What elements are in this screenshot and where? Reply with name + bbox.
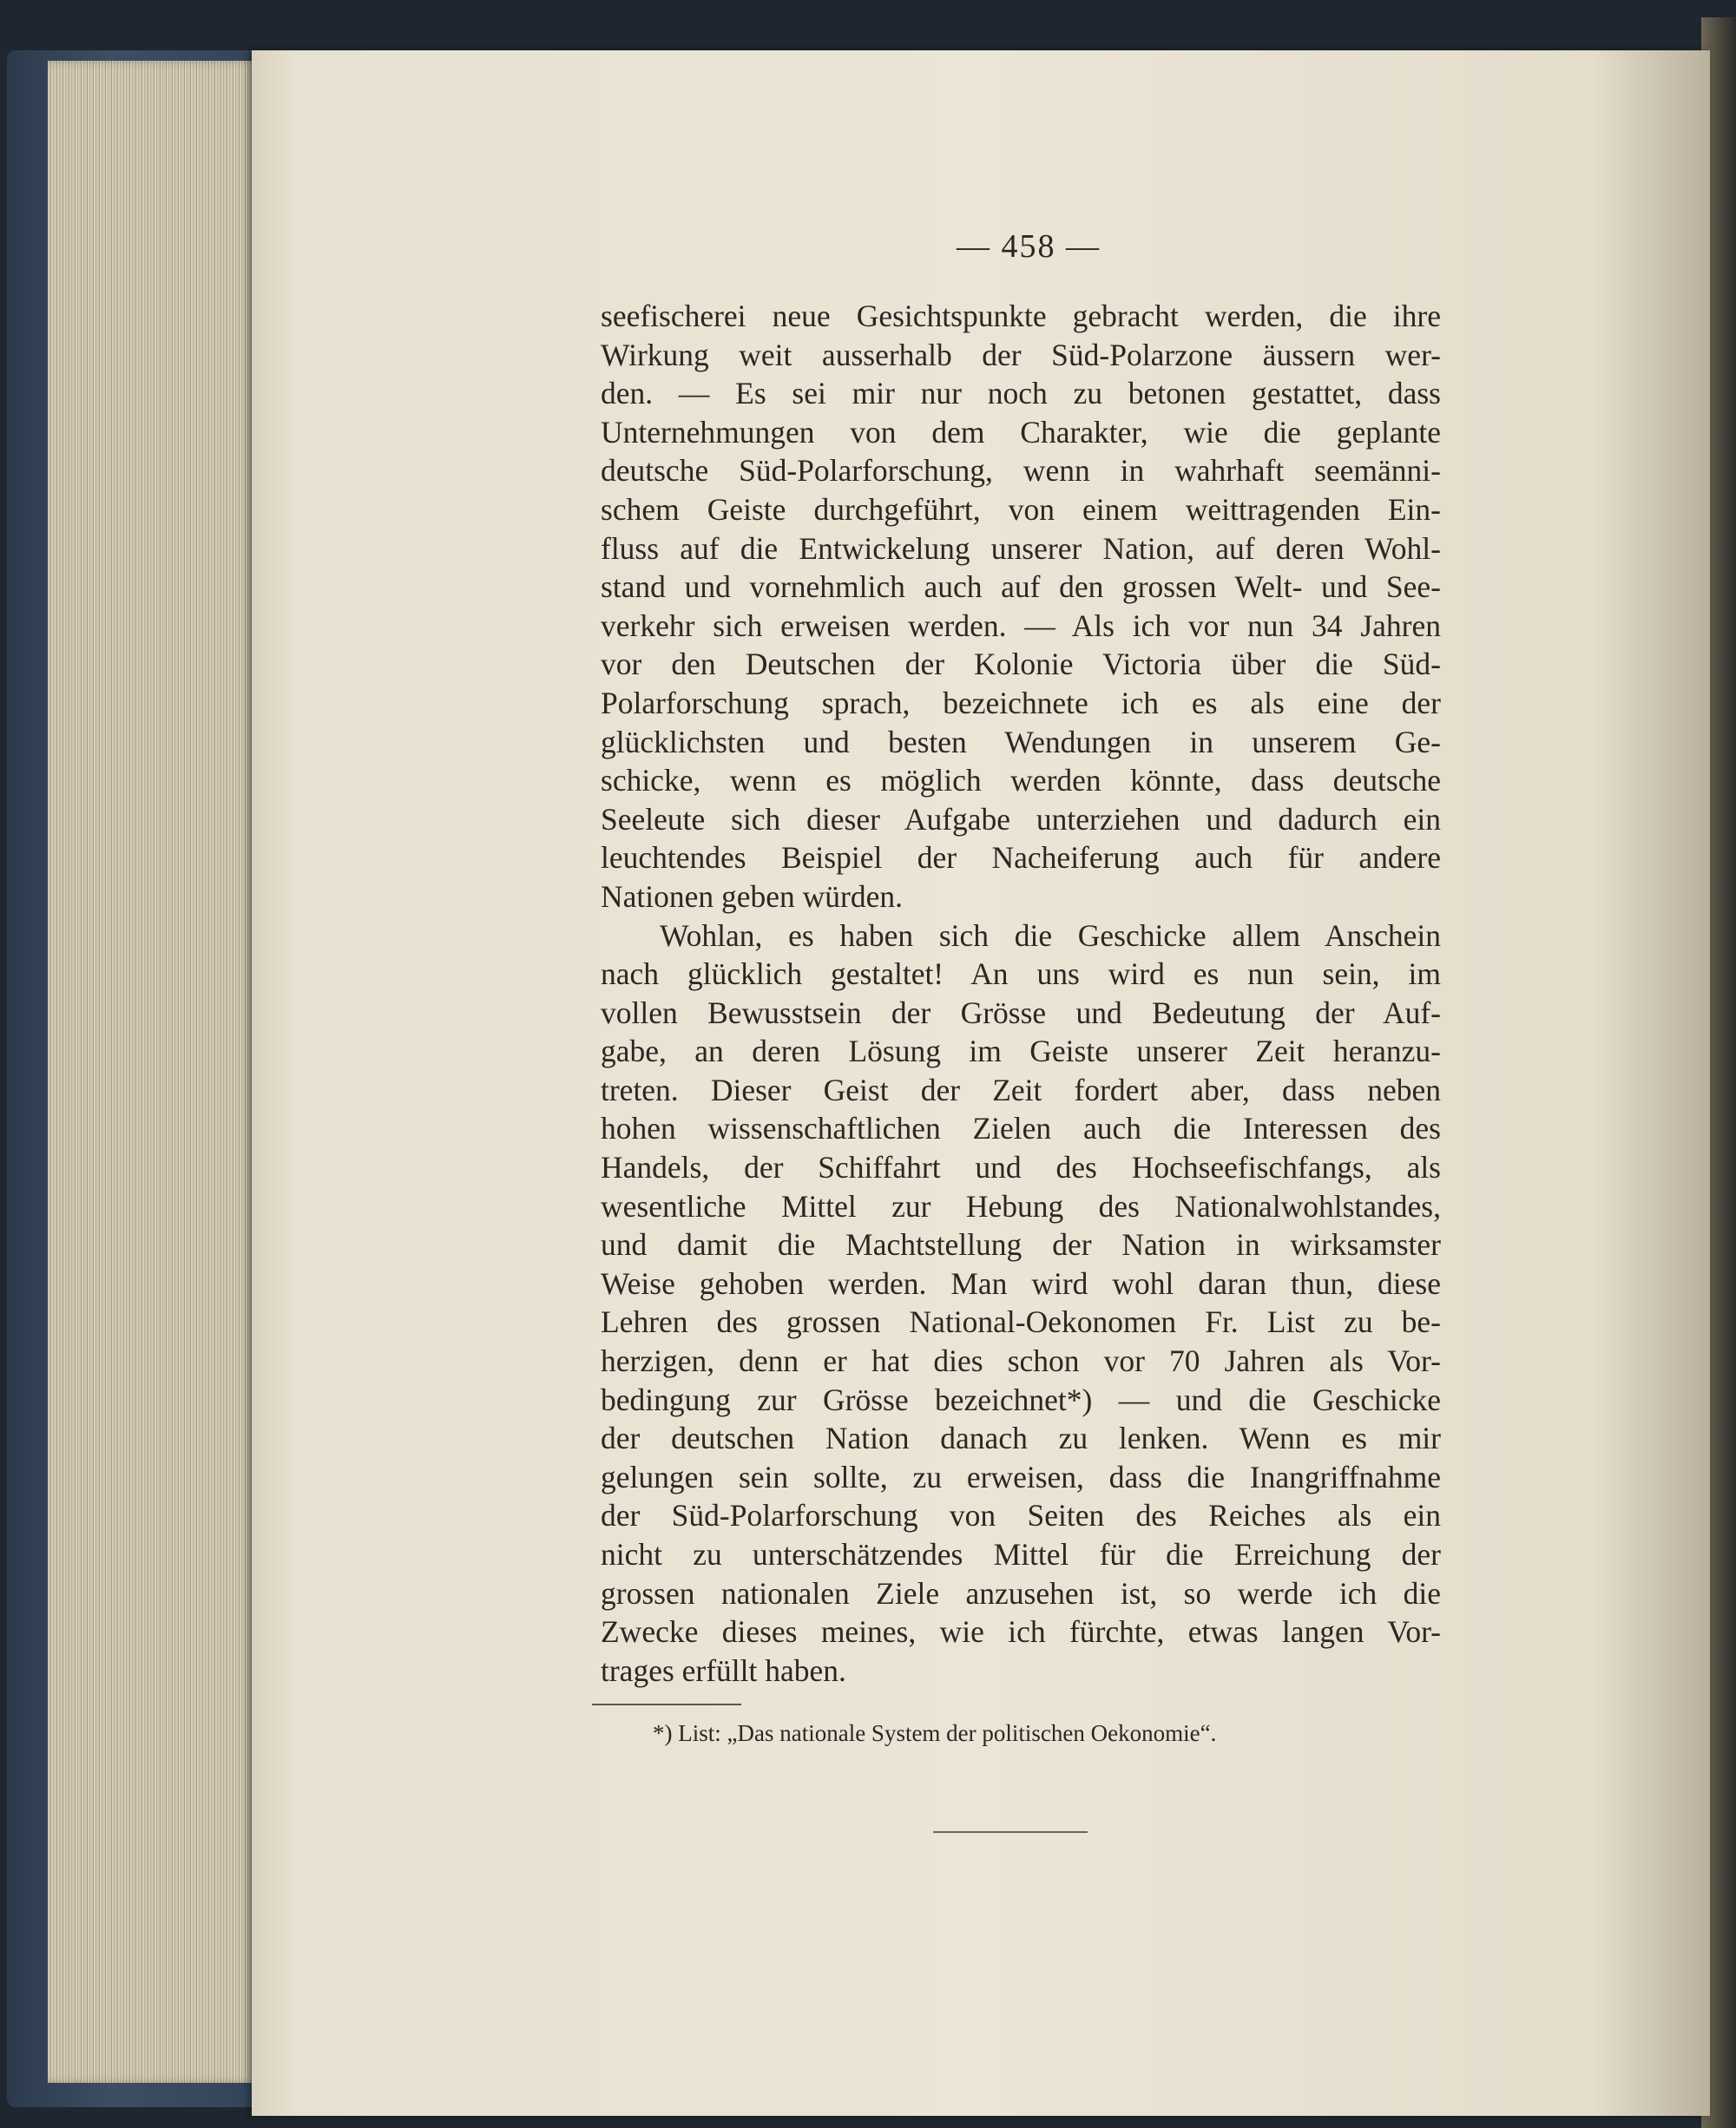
text-line: herzigen, denn er hat dies schon vor 70 Jahren als Vor-: [601, 1343, 1441, 1379]
end-rule: [933, 1831, 1088, 1833]
text-line: und damit die Machtstellung der Nation in wirksamster: [601, 1227, 1441, 1263]
text-line: Weise gehoben werden. Man wird wohl daran thun, diese: [601, 1265, 1441, 1301]
text-line: deutsche Süd-Polarforschung, wenn in wahrhaft seemänni-: [601, 453, 1441, 489]
text-line: Wohlan, es haben sich die Geschicke allem Anschein: [660, 917, 1441, 953]
text-line: nach glücklich gestaltet! An uns wird es nun sein, im: [601, 956, 1441, 992]
text-line: den. — Es sei mir nur noch zu betonen gestattet, dass: [601, 376, 1441, 411]
page-edges: [48, 61, 256, 2083]
text-line: hohen wissenschaftlichen Zielen auch die Interessen des: [601, 1111, 1441, 1146]
text-line: leuchtendes Beispiel der Nacheiferung auch für andere: [601, 840, 1441, 876]
text-line: seefischerei neue Gesichtspunkte gebracht werden, die ihre: [601, 299, 1441, 333]
text-line: grossen nationalen Ziele anzusehen ist, so werde ich die: [601, 1575, 1441, 1611]
text-line: Lehren des grossen National-Oekonomen Fr. List zu be-: [601, 1304, 1441, 1340]
footnote-divider: [592, 1704, 741, 1705]
text-line: schicke, wenn es möglich werden könnte, dass deutsche: [601, 763, 1441, 798]
text-line: Handels, der Schiffahrt und des Hochseefischfangs, als: [601, 1150, 1441, 1186]
footnote: *) List: „Das nationale System der politischen Oekonomie“.: [653, 1720, 1217, 1746]
text-line: glücklichsten und besten Wendungen in unserem Ge-: [601, 724, 1441, 759]
text-line: Nationen geben würden.: [601, 878, 903, 914]
text-line: Wirkung weit ausserhalb der Süd-Polarzone äussern wer-: [601, 337, 1441, 372]
text-line: Zwecke dieses meines, wie ich fürchte, etwas langen Vor-: [601, 1614, 1441, 1650]
text-line: verkehr sich erweisen werden. — Als ich vor nun 34 Jahren: [601, 608, 1441, 643]
text-line: vor den Deutschen der Kolonie Victoria über die Süd-: [601, 647, 1441, 682]
text-line: Polarforschung sprach, bezeichnete ich es als eine der: [601, 685, 1441, 720]
text-line: der Süd-Polarforschung von Seiten des Reiches als ein: [601, 1498, 1441, 1534]
text-line: vollen Bewusstsein der Grösse und Bedeutung der Auf-: [601, 995, 1441, 1030]
text-line: bedingung zur Grösse bezeichnet*) — und die Geschicke: [601, 1382, 1441, 1417]
page-number: — 458 —: [957, 228, 1101, 265]
text-line: schem Geiste durchgeführt, von einem weittragenden Ein-: [601, 491, 1441, 527]
text-line: treten. Dieser Geist der Zeit fordert aber, dass neben: [601, 1072, 1441, 1107]
text-line: nicht zu unterschätzendes Mittel für die Erreichung der: [601, 1537, 1441, 1572]
text-line: wesentliche Mittel zur Hebung des Nationalwohlstandes,: [601, 1188, 1441, 1224]
text-line: fluss auf die Entwickelung unserer Nation, auf deren Wohl-: [601, 530, 1441, 566]
text-line: gabe, an deren Lösung im Geiste unserer Zeit heranzu-: [601, 1034, 1441, 1069]
text-line: gelungen sein sollte, zu erweisen, dass die Inangriffnahme: [601, 1459, 1441, 1494]
text-line: trages erfüllt haben.: [601, 1652, 846, 1688]
body-text: [601, 297, 1441, 1690]
text-line: der deutschen Nation danach zu lenken. Wenn es mir: [601, 1421, 1441, 1456]
text-line: Unternehmungen von dem Charakter, wie die geplante: [601, 414, 1441, 450]
text-line: Seeleute sich dieser Aufgabe unterziehen und dadurch ein: [601, 801, 1441, 837]
text-line: stand und vornehmlich auch auf den grossen Welt- und See-: [601, 569, 1441, 605]
